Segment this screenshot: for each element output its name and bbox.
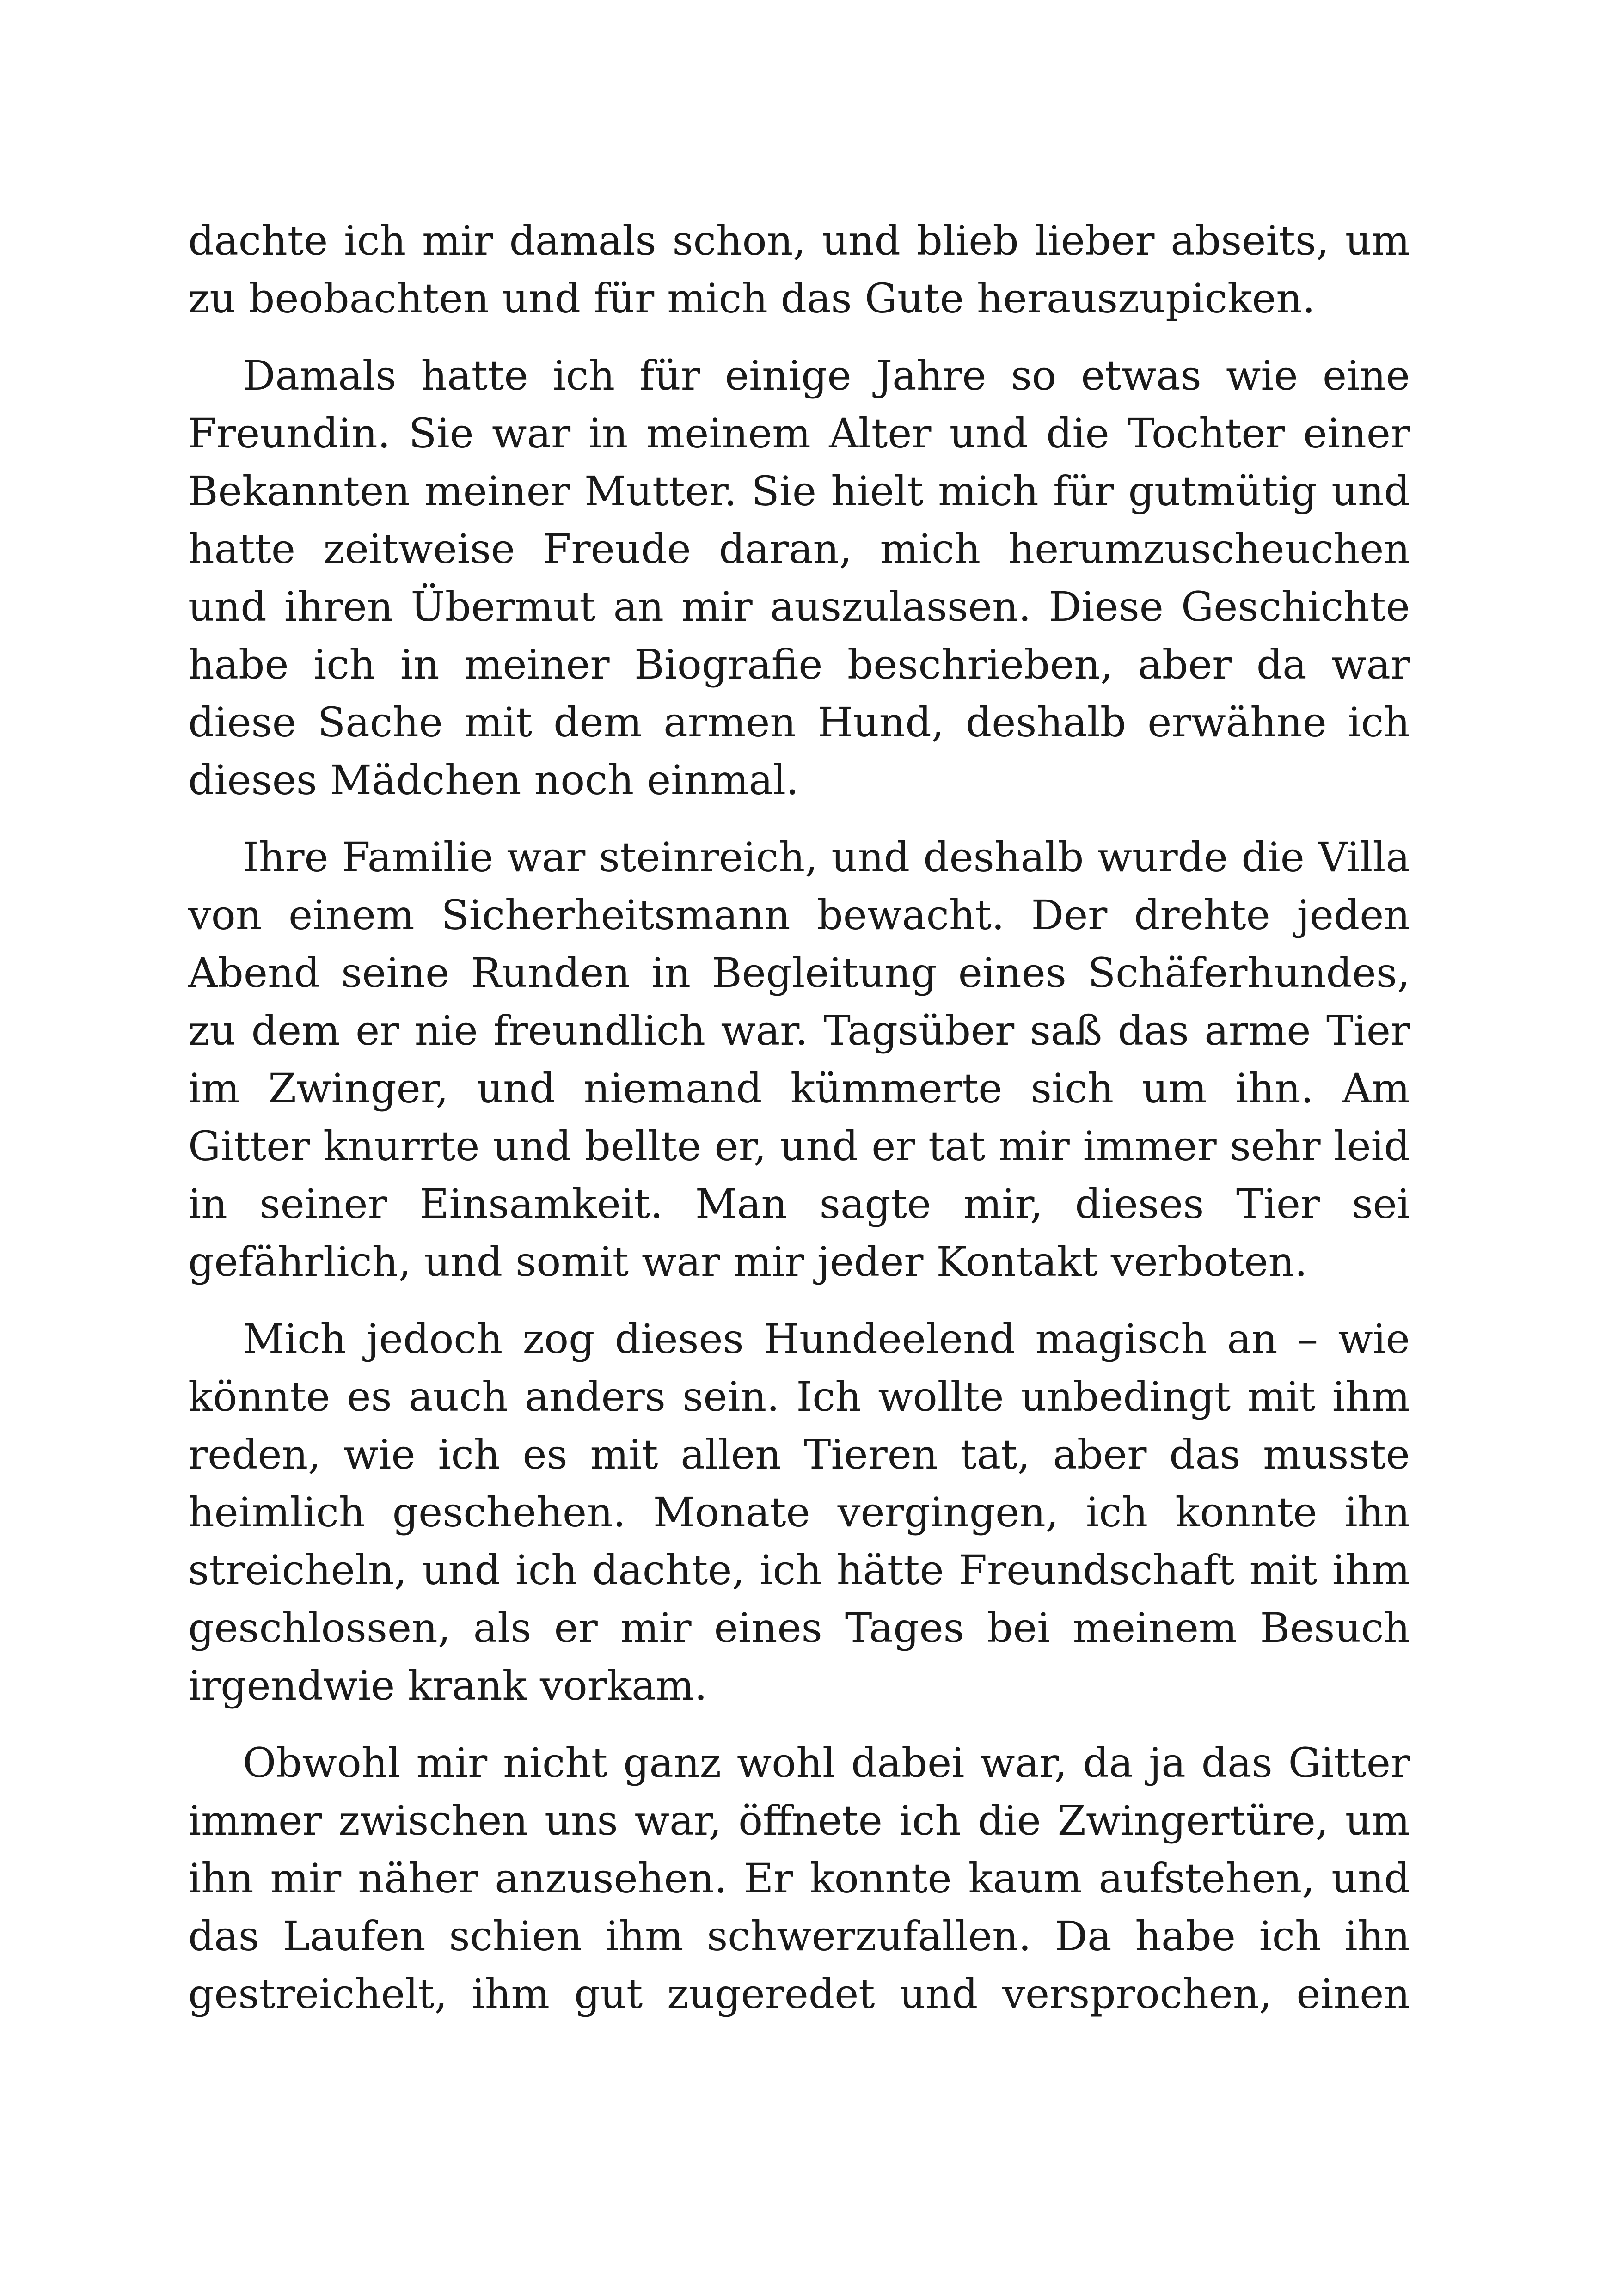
paragraph-2: Damals hatte ich für einige Jahre so etwas wie eine Freundin. Sie war in meinem Alter und die Tochter einer Bekannten meiner Mutter. Sie hielt mich für gutmütig und hatte zeitweise Freude daran, mich herumzuscheuchen und ihren Übermut an mir auszulassen. Diese Geschichte habe ich in meiner Biografie beschrieben, aber da war diese Sache mit dem armen Hund, deshalb erwähne ich dieses Mädchen noch einmal. (188, 352, 1410, 804)
paragraph-1: dachte ich mir damals schon, und blieb lieber abseits, um zu beobachten und für mich das Gute herauszupicken. (188, 217, 1410, 322)
paragraph-3: Ihre Familie war steinreich, und deshalb wurde die Villa von einem Sicherheitsmann bewacht. Der drehte jeden Abend seine Runden in Begleitung eines Schäferhundes, zu dem er nie freundlich war. Tagsüber saß das arme Tier im Zwinger, und niemand kümmerte sich um ihn. Am Gitter knurrte und bellte er, und er tat mir immer sehr leid in seiner Einsamkeit. Man sagte mir, dieses Tier sei gefährlich, und somit war mir jeder Kontakt verboten. (188, 833, 1410, 1286)
paragraph-4: Mich jedoch zog dieses Hundeelend magisch an – wie könnte es auch anders sein. Ich wollte unbedingt mit ihm reden, wie ich es mit allen Tieren tat, aber das musste heimlich geschehen. Monate vergingen, ich konnte ihn streicheln, und ich dachte, ich hätte Freundschaft mit ihm geschlossen, als er mir eines Tages bei meinem Besuch irgendwie krank vorkam. (188, 1315, 1410, 1709)
body-text (188, 212, 1410, 2042)
paragraph-5: Obwohl mir nicht ganz wohl dabei war, da ja das Gitter immer zwischen uns war, öffnete ich die Zwingertüre, um ihn mir näher anzusehen. Er konnte kaum aufstehen, und das Laufen schien ihm schwerzufallen. Da habe ich ihn gestreichelt, ihm gut zugeredet und versprochen, einen (188, 1739, 1410, 2018)
